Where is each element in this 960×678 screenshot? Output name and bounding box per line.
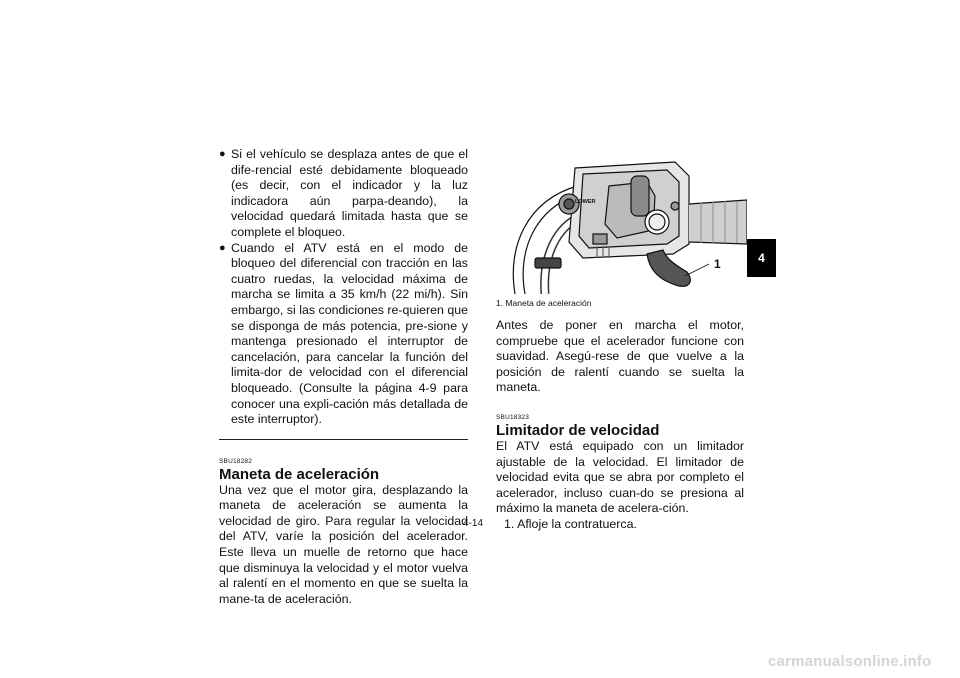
bullet-text: Cuando el ATV está en el modo de bloqueo del diferencial con tracción en las cuatro ruedas, la velocidad máxima de marcha se limita a 35 km/h (22 mi/h). Sin embargo, si las condiciones re-quieren que se disponga de más potencia, pre-sione y mantenga presionado el interruptor de cancelación, para cancelar la función del limita-dor de velocidad con el diferencial bloqueado. (Consulte la página 4-9 para conocer una expli-cación más detallada de este interruptor). <box>231 240 468 427</box>
section-code: SBU18323 <box>496 413 530 421</box>
bullet-item <box>219 241 468 428</box>
section-paragraph: Una vez que el motor gira, desplazando la maneta de aceleración se aumenta la velocidad de giro. Para regular la velocidad del ATV, varíe la posición del acelerador. Este lleva un muelle de retorno que hace que disminuya la velocidad y el motor vuelva al ralentí en el momento en que se suelta la mane-ta de aceleración. <box>219 482 468 606</box>
step-item: 1. Afloje la contratuerca. <box>504 516 637 531</box>
section-divider <box>219 439 468 440</box>
lower-label: LOWER <box>575 199 596 205</box>
watermark: carmanualsonline.info <box>768 653 932 670</box>
section-code: SBU18282 <box>219 457 253 465</box>
left-column <box>219 147 468 607</box>
intro-paragraph: Antes de poner en marcha el motor, compruebe que el acelerador funcione con suavidad. Asegú-rese de que vuelve a la posición de ralentí cuando se suelta la maneta. <box>496 318 744 395</box>
callout-number: 1 <box>714 257 721 271</box>
bullet-icon: ● <box>219 241 226 254</box>
section-paragraph: El ATV está equipado con un limitador ajustable de la velocidad. El limitador de velocidad evita que se abra por completo el acelerador, incluso cuan-do se presiona al máximo la maneta de acelera-ción. <box>496 438 744 516</box>
chapter-tab: 4 <box>747 239 776 277</box>
section-title: Maneta de aceleración <box>219 465 380 483</box>
bullet-icon: ● <box>219 148 226 160</box>
right-column <box>496 298 744 533</box>
figure-caption: 1. Maneta de aceleración <box>496 298 592 308</box>
throttle-illustration <box>497 146 747 294</box>
page-number: 4-14 <box>463 518 484 529</box>
throttle-lever-figure <box>497 146 747 294</box>
section-title: Limitador de velocidad <box>496 421 660 439</box>
bullet-item <box>219 147 468 241</box>
bullet-text: Si el vehículo se desplaza antes de que el dife-rencial esté debidamente bloqueado (es decir, con el indicador y la luz indicadora aún parpa-deando), la velocidad quedará limitada hasta que se complete el bloqueo. <box>231 147 468 239</box>
